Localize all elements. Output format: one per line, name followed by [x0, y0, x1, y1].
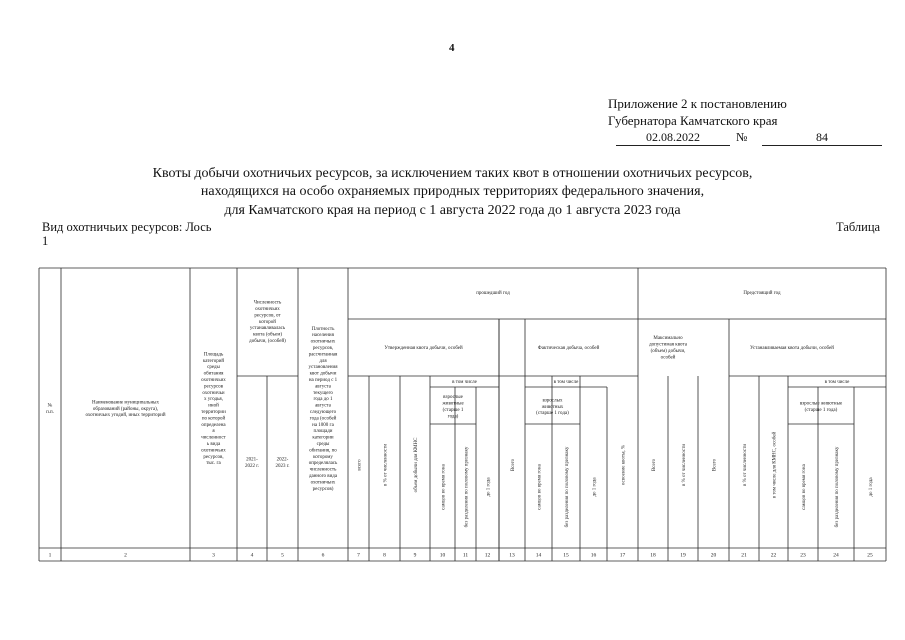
appendix-number-sign: № — [736, 130, 748, 144]
header-adults-1-line-2: (старше 1 — [442, 408, 464, 413]
header-vert-9: объем добычи для КМНС — [413, 437, 419, 493]
header-col-6-line-4: рассчитанная — [308, 352, 338, 358]
column-number-20: 20 — [710, 552, 717, 559]
column-number-9: 9 — [413, 552, 417, 559]
header-vert-18: Всего — [651, 458, 657, 472]
header-col-3-line-1: категорий — [202, 358, 225, 364]
header-col-6-line-13: следующего — [309, 410, 337, 415]
header-col-6-line-1: населения — [312, 333, 334, 339]
header-next-year: Предстоящий год — [743, 291, 781, 296]
header-max-allowed-line-0: Максимально — [653, 336, 683, 342]
header-col-6-line-19: обитания, по — [309, 448, 337, 454]
header-col-6-line-18: среды — [316, 442, 330, 447]
header-col-4-5-line-6: добычи, (особей) — [249, 339, 286, 344]
table-label: Таблица — [836, 220, 881, 234]
header-col-3-line-15: охотничьих — [201, 448, 226, 454]
header-adults-1-line-0: взрослые — [443, 395, 463, 401]
header-col-3-line-17: тыс. га — [206, 461, 221, 467]
header-max-allowed-line-3: особей — [660, 355, 676, 361]
column-number-22: 22 — [770, 552, 777, 559]
column-number-17: 17 — [619, 552, 626, 559]
column-number-12: 12 — [484, 552, 491, 559]
header-vert-23: самцов во время гона — [801, 464, 807, 510]
header-col-3-line-7: х угодья, — [204, 397, 223, 403]
header-col-6-line-17: категории — [312, 435, 334, 441]
header-col-6-line-7: квот добычи — [309, 371, 337, 377]
header-actual-harvest: Фактическая добыча, особей — [537, 346, 600, 351]
column-number-15: 15 — [563, 552, 569, 559]
header-adults-3-line-0: взрослые животные — [799, 401, 843, 407]
header-adults-2-line-1: животных — [541, 404, 564, 410]
appendix-number: 84 — [762, 130, 882, 146]
header-col-3-line-6: охотничьи — [202, 390, 225, 396]
header-vert-22: в том числе для КМНС, особей — [772, 431, 778, 499]
header-col-6-line-9: августа — [315, 384, 331, 390]
header-adults-3-line-1: (старше 1 года) — [804, 408, 838, 413]
column-number-19: 19 — [680, 552, 686, 559]
header-vert-7: всего — [357, 459, 363, 471]
document-title-line-3: для Камчатского края на период с 1 августа 2022 года до 1 августа 2023 года — [224, 203, 681, 218]
document-title-line-2: находящихся на особо охраняемых природных территориях федерального значения, — [200, 184, 705, 199]
header-vert-20: Всего — [712, 458, 718, 472]
column-number-3: 3 — [212, 552, 215, 559]
column-number-2: 2 — [124, 552, 127, 559]
header-col-3-line-11: определена — [201, 422, 226, 428]
header-adults-1-line-3: года) — [447, 414, 459, 420]
header-adults-2-line-0: взрослых — [542, 398, 563, 404]
column-number-14: 14 — [535, 552, 542, 559]
header-col-1-line-0: № — [47, 403, 53, 409]
header-col-3-line-9: территории — [201, 410, 226, 415]
column-number-1: 1 — [48, 552, 52, 559]
header-col-4-line-1: 2022 г. — [245, 464, 259, 469]
header-set-quota: Устанавливаемая квота добычи, особей — [750, 346, 834, 351]
header-col-5-line-0: 2022- — [276, 457, 289, 463]
column-number-23: 23 — [800, 552, 806, 559]
species-label: Вид охотничьих ресурсов: Лось — [42, 220, 212, 234]
header-col-5-line-1: 2023 г. — [275, 464, 290, 469]
header-previous-year: прошедший год — [476, 291, 510, 296]
column-number-24: 24 — [833, 552, 839, 559]
table-number: 1 — [42, 234, 49, 248]
header-col-6-line-10: текущего — [313, 390, 333, 396]
header-col-3-line-12: я — [212, 429, 215, 435]
column-number-21: 21 — [741, 552, 747, 559]
header-col-6-line-11: года до 1 — [313, 397, 333, 403]
appendix-line-1: Приложение 2 к постановлению — [608, 96, 787, 111]
column-number-4: 4 — [250, 552, 254, 559]
header-vert-21: в % от численности — [742, 443, 748, 487]
document-title-line-1: Квоты добычи охотничьих ресурсов, за исключением таких квот в отношении охотничьих ресурсов, — [152, 166, 753, 181]
header-col-2-line-2: охотничьих угодий, иных территорий — [85, 413, 166, 419]
header-col-1-line-1: п.п. — [46, 410, 54, 415]
header-col-4-5-line-1: охотничьих — [255, 307, 280, 312]
header-including-1: в том числе — [452, 380, 477, 385]
header-col-3-line-16: ресурсов, — [203, 454, 224, 460]
header-col-6-line-25: ресурсов) — [312, 486, 334, 492]
header-vert-19: в % от численности — [681, 443, 687, 487]
header-col-6-line-23: данного вида — [308, 474, 338, 479]
header-approved-quota: Утвержденная квота добычи, особей — [384, 346, 463, 351]
header-col-4-5-line-2: ресурсов, от — [254, 313, 281, 319]
column-number-18: 18 — [650, 552, 656, 559]
header-vert-12: до 1 года — [486, 477, 492, 497]
header-col-3-line-0: Площадь — [203, 352, 224, 358]
header-col-4-5-line-0: Численность — [253, 300, 282, 306]
header-adults-2-line-2: (старше 1 года) — [536, 411, 569, 417]
header-vert-16: до 1 года — [592, 477, 598, 497]
header-col-4-line-0: 2021- — [246, 457, 258, 463]
column-number-25: 25 — [867, 552, 873, 559]
header-max-allowed-line-1: допустимая квота — [649, 342, 687, 348]
column-number-5: 5 — [281, 552, 284, 559]
header-col-6-line-8: на период с 1 — [308, 378, 338, 383]
header-col-2-line-1: образований (районы, округа), — [92, 406, 159, 412]
header-vert-11: без разделения по половому признаку — [464, 446, 470, 528]
column-number-11: 11 — [462, 552, 469, 559]
header-col-4-5-line-5: квота (объем) — [252, 332, 283, 338]
header-col-6-line-21: определялась — [308, 461, 338, 467]
header-vert-24: без разделения по половому признаку — [834, 446, 840, 528]
header-vert-17: освоение квоты, % — [621, 444, 627, 486]
header-col-3-line-8: иной — [208, 403, 219, 409]
header-col-3-line-3: обитания — [203, 371, 224, 377]
header-col-3-line-4: охотничьих — [201, 378, 226, 383]
header-col-6-line-20: которому — [313, 454, 333, 460]
header-adults-1-line-1: животные — [442, 401, 464, 407]
header-col-3-line-14: ь вида — [206, 442, 221, 447]
header-col-6-line-15: на 1000 га — [312, 422, 334, 428]
column-number-6: 6 — [321, 552, 325, 559]
column-number-13: 13 — [509, 552, 515, 559]
column-number-16: 16 — [590, 552, 597, 559]
header-vert-10: самцов во время гона — [441, 464, 447, 510]
header-col-6-line-6: установления — [308, 365, 338, 371]
header-col-3-line-5: ресурсов — [203, 384, 224, 390]
header-col-3-line-10: по которой — [201, 416, 226, 422]
header-vert-15: без разделения по половому признаку — [564, 446, 570, 528]
header-col-6-line-22: численность — [309, 467, 337, 473]
header-vert-14: самцов во время гона — [537, 464, 543, 510]
header-col-3-line-2: среды — [207, 365, 220, 371]
header-col-6-line-14: года (особей — [309, 416, 337, 422]
column-number-8: 8 — [383, 552, 386, 559]
header-col-6-line-5: для — [319, 358, 327, 364]
header-col-6-line-0: Плотность — [311, 326, 335, 332]
header-col-6-line-2: охотничьих — [310, 339, 336, 345]
header-col-6-line-16: площади — [313, 429, 333, 435]
page-number: 4 — [449, 42, 455, 54]
header-col-6-line-12: августа — [315, 403, 331, 409]
header-including-3: в том числе — [824, 380, 850, 385]
header-col-6-line-24: охотничьих — [310, 480, 336, 486]
header-col-6-line-3: ресурсов, — [312, 346, 334, 351]
column-number-7: 7 — [357, 552, 360, 559]
column-number-10: 10 — [439, 552, 446, 559]
header-including-2: в том числе — [553, 380, 579, 385]
header-col-3-line-13: численност — [201, 435, 226, 441]
header-col-2-line-0: Наименование муниципальных — [91, 400, 160, 406]
header-vert-25: до 1 года — [868, 477, 874, 497]
header-vert-8: в % от численности — [383, 443, 389, 487]
appendix-line-2: Губернатора Камчатского края — [608, 113, 778, 128]
header-col-4-5-line-4: устанавливалась — [249, 326, 286, 332]
appendix-date: 02.08.2022 — [616, 130, 730, 146]
header-col-4-5-line-3: которой — [259, 319, 276, 325]
header-max-allowed-line-2: (объем) добычи, — [650, 349, 686, 354]
header-vert-13: Всего — [510, 458, 516, 472]
